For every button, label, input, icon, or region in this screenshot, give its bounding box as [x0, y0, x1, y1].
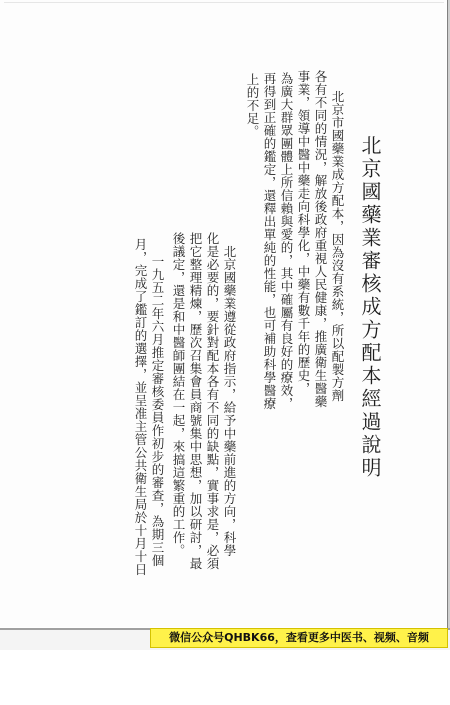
body-line-5: 再得到正確的鑑定，還釋出單純的性能，也可補助科學醫療: [262, 72, 277, 410]
document-title: 北京國藥業審核成方配本經過說明: [358, 135, 382, 480]
body-line-2: 各有不同的情況，解放後政府重視人民健康，推廣衛生醫藥: [313, 70, 328, 408]
body-line-1: 北京市國藥業成方配本，因為沒有系統，所以配製方劑: [330, 90, 345, 402]
watermark-banner: 微信公众号QHBK66，查看更多中医书、视频、音频: [150, 628, 448, 648]
scan-edge-line: [4, 2, 444, 3]
body-line-4: 為廣大群眾團體上所信賴與愛的，其中確屬有良好的療效，: [279, 72, 294, 410]
body-line-10: 後議定，還是和中醫師團結在一起，來搞這繁重的工作。: [171, 232, 186, 557]
body-line-9: 把它整理精煉，歷次召集會員商號集中思想，加以研討，最: [188, 232, 203, 570]
body-line-6: 上的不足。: [245, 73, 260, 138]
body-line-12: 月，完成了鑑訂的選擇，並呈准主管公共衛生局於十月十日: [133, 238, 148, 576]
body-line-11: 一九五二年六月推定審核委員作初步的審查，為期三個: [150, 255, 165, 567]
body-line-7: 北京國藥業遵從政府指示，給予中藥前進的方向，科學: [222, 245, 237, 557]
body-line-3: 事業，領導中醫中藥走向科學化，中藥有數千年的歷史，: [296, 70, 311, 395]
body-line-8: 化是必要的，要針對配本各有不同的缺點，實事求是，必須: [205, 232, 220, 570]
